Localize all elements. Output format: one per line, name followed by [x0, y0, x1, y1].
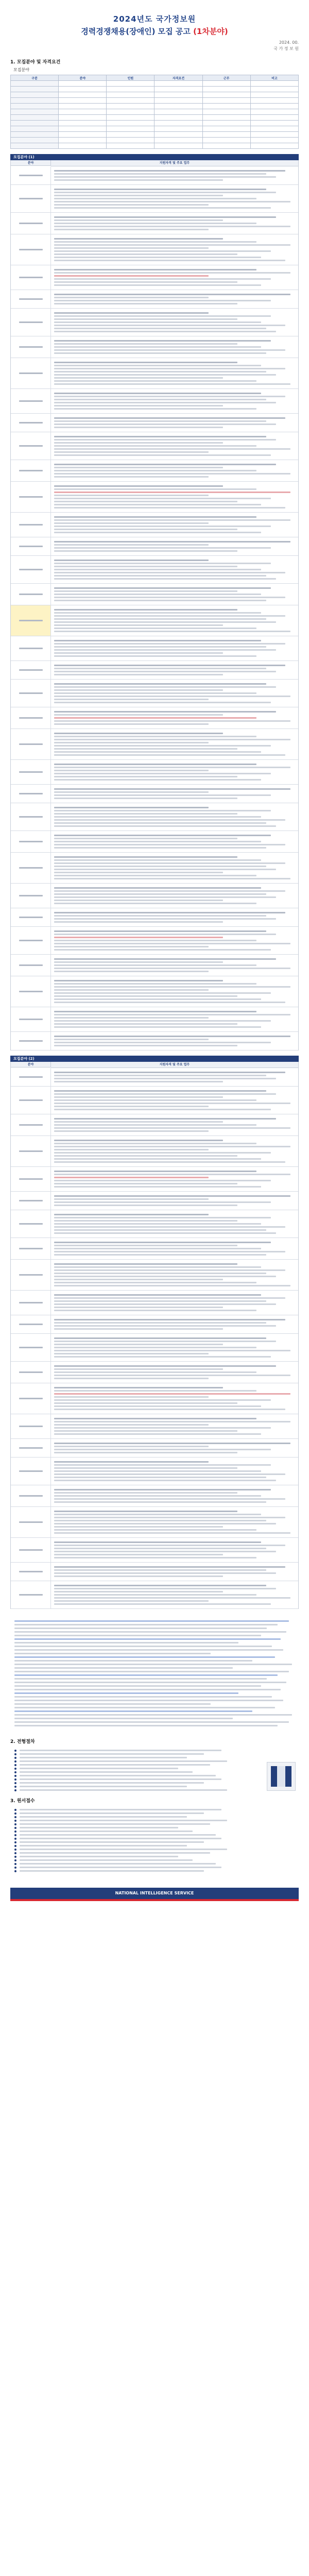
field-row [11, 831, 298, 853]
field-row [11, 556, 298, 584]
notice-line [14, 1678, 267, 1680]
summary-row [11, 138, 299, 143]
summary-row [11, 87, 299, 92]
section-3-heading: 3. 원서접수 [10, 1799, 35, 1804]
notice-line [14, 1631, 286, 1633]
field-description [51, 1032, 298, 1050]
field-name [11, 290, 51, 308]
field-row [11, 537, 298, 556]
field-description [51, 884, 298, 908]
title-main: 경력경쟁채용(장애인) 모집 공고 [81, 27, 191, 36]
notice-line [14, 1725, 278, 1726]
field-name [11, 1136, 51, 1166]
field-row [11, 1507, 298, 1538]
field-description [51, 1114, 298, 1136]
info-row [10, 1856, 299, 1858]
field-row [11, 309, 298, 336]
info-row [10, 1753, 299, 1755]
footer-bar: NATIONAL INTELLIGENCE SERVICE [10, 1888, 299, 1899]
year-line: 2024년도 국가정보원 [113, 14, 196, 24]
notice-line [14, 1700, 283, 1701]
field-description [51, 853, 298, 883]
field-description [51, 584, 298, 605]
part-1-bar: 모집분야 (1) [10, 154, 299, 160]
column-field: 분야 [11, 1062, 51, 1067]
notice-line [14, 1646, 272, 1647]
field-row [11, 1260, 298, 1291]
summary-row [11, 126, 299, 132]
field-description [51, 185, 298, 212]
info-row [10, 1863, 299, 1865]
field-row [11, 1291, 298, 1315]
field-row [11, 1238, 298, 1260]
summary-row [11, 109, 299, 115]
notice-line [14, 1671, 289, 1672]
info-row [10, 1757, 299, 1759]
field-description [51, 1315, 298, 1333]
field-description [51, 234, 298, 265]
summary-header-cell: 자격요건 [154, 75, 202, 81]
notice-header [10, 0, 299, 52]
field-row [11, 584, 298, 605]
summary-header-row [11, 75, 299, 81]
notice-line [14, 1660, 252, 1662]
field-name [11, 636, 51, 660]
meta-issuer: 국 가 정 보 원 [273, 46, 299, 51]
notice-line [14, 1649, 283, 1651]
column-field: 분야 [11, 160, 51, 166]
notice-line [14, 1703, 211, 1705]
summary-row [11, 92, 299, 98]
notice-line [14, 1721, 289, 1723]
field-row [11, 760, 298, 785]
field-name [11, 707, 51, 728]
field-row [11, 358, 298, 389]
field-row [11, 955, 298, 976]
field-description [51, 1439, 298, 1457]
summary-row [11, 121, 299, 126]
info-row [10, 1823, 299, 1825]
field-name [11, 1238, 51, 1259]
field-name [11, 358, 51, 388]
field-description [51, 537, 298, 555]
summary-row [11, 143, 299, 149]
info-row [10, 1834, 299, 1836]
field-name [11, 185, 51, 212]
summary-row [11, 98, 299, 104]
field-description [51, 309, 298, 336]
field-description [51, 785, 298, 803]
field-name [11, 884, 51, 908]
field-name [11, 1087, 51, 1114]
field-name [11, 1210, 51, 1238]
field-description [51, 1485, 298, 1506]
field-row [11, 290, 298, 309]
info-row [10, 1845, 299, 1847]
part-1-rows [10, 166, 299, 1050]
notice-line [14, 1638, 281, 1640]
field-row [11, 1414, 298, 1439]
summary-header-cell: 구분 [11, 75, 59, 81]
field-row [11, 1167, 298, 1192]
field-row [11, 336, 298, 358]
field-name [11, 166, 51, 184]
field-description [51, 1210, 298, 1238]
info-row [10, 1870, 299, 1872]
field-row [11, 1485, 298, 1507]
summary-header-cell: 비고 [250, 75, 298, 81]
notice-line [14, 1674, 278, 1676]
summary-table [10, 75, 299, 149]
field-name [11, 1458, 51, 1485]
field-description [51, 482, 298, 512]
field-description [51, 290, 298, 308]
notice-block [10, 1615, 299, 1732]
field-row [11, 1210, 298, 1238]
field-row [11, 1383, 298, 1414]
info-row [10, 1849, 299, 1851]
field-name [11, 1007, 51, 1031]
field-row [11, 707, 298, 729]
info-row [10, 1831, 299, 1833]
field-description [51, 955, 298, 976]
notice-line [14, 1664, 292, 1665]
field-name [11, 1383, 51, 1414]
column-desc: 지원자격 및 주요 업무 [51, 160, 298, 166]
notice-line [14, 1689, 281, 1690]
field-name [11, 1032, 51, 1050]
field-description [51, 1563, 298, 1581]
qr-code-icon [267, 1762, 296, 1791]
section-1-heading: 1. 모집분야 및 자격요건 [10, 60, 61, 65]
field-description [51, 831, 298, 852]
field-description [51, 166, 298, 184]
field-name [11, 537, 51, 555]
notice-line [14, 1714, 292, 1716]
field-name [11, 336, 51, 358]
field-name [11, 1563, 51, 1581]
field-row [11, 1087, 298, 1114]
field-name [11, 853, 51, 883]
field-row [11, 853, 298, 884]
field-description [51, 265, 298, 290]
field-name [11, 1581, 51, 1608]
field-description [51, 1136, 298, 1166]
field-row [11, 234, 298, 265]
info-row [10, 1841, 299, 1843]
footer-stripe [10, 1899, 299, 1901]
notice-title [10, 26, 299, 37]
field-row [11, 432, 298, 460]
notice-line [14, 1707, 275, 1708]
field-name [11, 556, 51, 583]
field-description [51, 460, 298, 481]
field-row [11, 908, 298, 927]
notice-line [14, 1642, 238, 1643]
field-row [11, 213, 298, 234]
summary-row [11, 132, 299, 138]
field-description [51, 661, 298, 679]
field-name [11, 234, 51, 265]
field-row [11, 927, 298, 955]
field-name [11, 729, 51, 759]
field-row [11, 1136, 298, 1167]
field-description [51, 1291, 298, 1315]
field-name [11, 460, 51, 481]
part-2-rows [10, 1068, 299, 1609]
field-row [11, 785, 298, 803]
field-row [11, 803, 298, 831]
info-row [10, 1827, 299, 1829]
field-description [51, 636, 298, 660]
field-description [51, 556, 298, 583]
notice-line [14, 1682, 286, 1683]
field-row [11, 1032, 298, 1050]
field-row [11, 389, 298, 414]
field-description [51, 1507, 298, 1537]
field-row [11, 1334, 298, 1362]
field-name [11, 1114, 51, 1136]
field-row [11, 729, 298, 760]
field-name [11, 1192, 51, 1210]
field-row [11, 1538, 298, 1563]
field-row [11, 976, 298, 1007]
info-row [10, 1812, 299, 1815]
field-row [11, 265, 298, 290]
notice-line [14, 1635, 261, 1636]
field-name [11, 1507, 51, 1537]
field-description [51, 1362, 298, 1383]
section-1-subheading: 모집분야 [13, 67, 29, 72]
field-description [51, 213, 298, 234]
info-row [10, 1816, 299, 1818]
field-name [11, 389, 51, 413]
field-description [51, 358, 298, 388]
notice-line [14, 1656, 275, 1658]
field-row [11, 884, 298, 908]
field-row [11, 482, 298, 513]
field-row [11, 185, 298, 213]
field-row [11, 1581, 298, 1609]
column-desc: 지원자격 및 주요 업무 [51, 1062, 298, 1068]
field-name [11, 584, 51, 605]
summary-row [11, 104, 299, 109]
field-row [11, 680, 298, 707]
info-row [10, 1820, 299, 1822]
field-name [11, 482, 51, 512]
notice-line [14, 1718, 233, 1719]
field-description [51, 1334, 298, 1361]
summary-row [11, 115, 299, 121]
field-description [51, 927, 298, 954]
info-row [10, 1838, 299, 1840]
field-description [51, 680, 298, 707]
summary-header-cell: 분야 [59, 75, 107, 81]
field-row [11, 513, 298, 537]
notice-line [14, 1624, 278, 1625]
field-name [11, 760, 51, 784]
field-description [51, 1414, 298, 1438]
field-name [11, 1485, 51, 1506]
part-2-column-header [10, 1062, 299, 1068]
field-description [51, 1167, 298, 1191]
part-2-bar: 모집분야 (2) [10, 1056, 299, 1062]
field-description [51, 414, 298, 432]
notice-line [14, 1628, 267, 1629]
field-description [51, 513, 298, 537]
field-row [11, 1007, 298, 1032]
field-row [11, 1068, 298, 1087]
summary-row [11, 81, 299, 87]
field-description [51, 1458, 298, 1485]
field-name [11, 1260, 51, 1290]
field-name [11, 1315, 51, 1333]
field-name [11, 955, 51, 976]
field-description [51, 1260, 298, 1290]
field-description [51, 1538, 298, 1562]
field-name [11, 1291, 51, 1315]
field-name [11, 265, 51, 290]
field-name [11, 1414, 51, 1438]
field-row [11, 1192, 298, 1210]
field-row [11, 460, 298, 482]
field-description [51, 336, 298, 358]
field-row [11, 414, 298, 432]
field-description [51, 1087, 298, 1114]
field-description [51, 1238, 298, 1259]
field-description [51, 1192, 298, 1210]
info-row [10, 1859, 299, 1861]
field-name [11, 513, 51, 537]
notice-line [14, 1710, 252, 1712]
field-row [11, 636, 298, 661]
field-name [11, 1538, 51, 1562]
notice-line [14, 1692, 238, 1694]
field-name [11, 213, 51, 234]
summary-header-cell: 근무 [202, 75, 250, 81]
field-row [11, 1315, 298, 1334]
info-row [10, 1750, 299, 1752]
info-row [10, 1852, 299, 1854]
field-row [11, 1458, 298, 1485]
part-1-column-header [10, 160, 299, 166]
field-description [51, 432, 298, 460]
title-suffix: (1차분야) [193, 27, 228, 36]
field-name [11, 680, 51, 707]
field-row [11, 1563, 298, 1581]
field-description [51, 908, 298, 926]
field-name [11, 414, 51, 432]
field-description [51, 1383, 298, 1414]
field-row [11, 605, 298, 636]
meta-date: 2024. 00. [279, 40, 299, 45]
field-name [11, 803, 51, 831]
field-name [11, 831, 51, 852]
field-name [11, 1334, 51, 1361]
info-row [10, 1867, 299, 1869]
field-row [11, 661, 298, 680]
section-2-heading: 2. 전형절차 [10, 1739, 35, 1744]
summary-header-cell: 인원 [107, 75, 154, 81]
field-description [51, 1007, 298, 1031]
field-name [11, 432, 51, 460]
field-description [51, 605, 298, 636]
field-name [11, 605, 51, 636]
field-description [51, 976, 298, 1007]
notice-line [14, 1620, 289, 1622]
field-description [51, 389, 298, 413]
field-name [11, 785, 51, 803]
field-description [51, 729, 298, 759]
notice-line [14, 1685, 261, 1687]
field-row [11, 1362, 298, 1383]
notice-line [14, 1696, 272, 1698]
application-block [10, 1809, 299, 1872]
notice-line [14, 1667, 233, 1669]
notice-meta [10, 40, 299, 52]
field-row [11, 1439, 298, 1458]
field-name [11, 1167, 51, 1191]
field-name [11, 309, 51, 336]
field-description [51, 760, 298, 784]
info-row [10, 1809, 299, 1811]
field-description [51, 803, 298, 831]
field-description [51, 707, 298, 728]
field-name [11, 927, 51, 954]
field-name [11, 1068, 51, 1086]
field-description [51, 1068, 298, 1086]
field-name [11, 1362, 51, 1383]
field-name [11, 1439, 51, 1457]
notice-line [14, 1653, 211, 1654]
field-name [11, 908, 51, 926]
field-row [11, 166, 298, 185]
field-row [11, 1114, 298, 1136]
field-name [11, 661, 51, 679]
field-description [51, 1581, 298, 1608]
field-name [11, 976, 51, 1007]
